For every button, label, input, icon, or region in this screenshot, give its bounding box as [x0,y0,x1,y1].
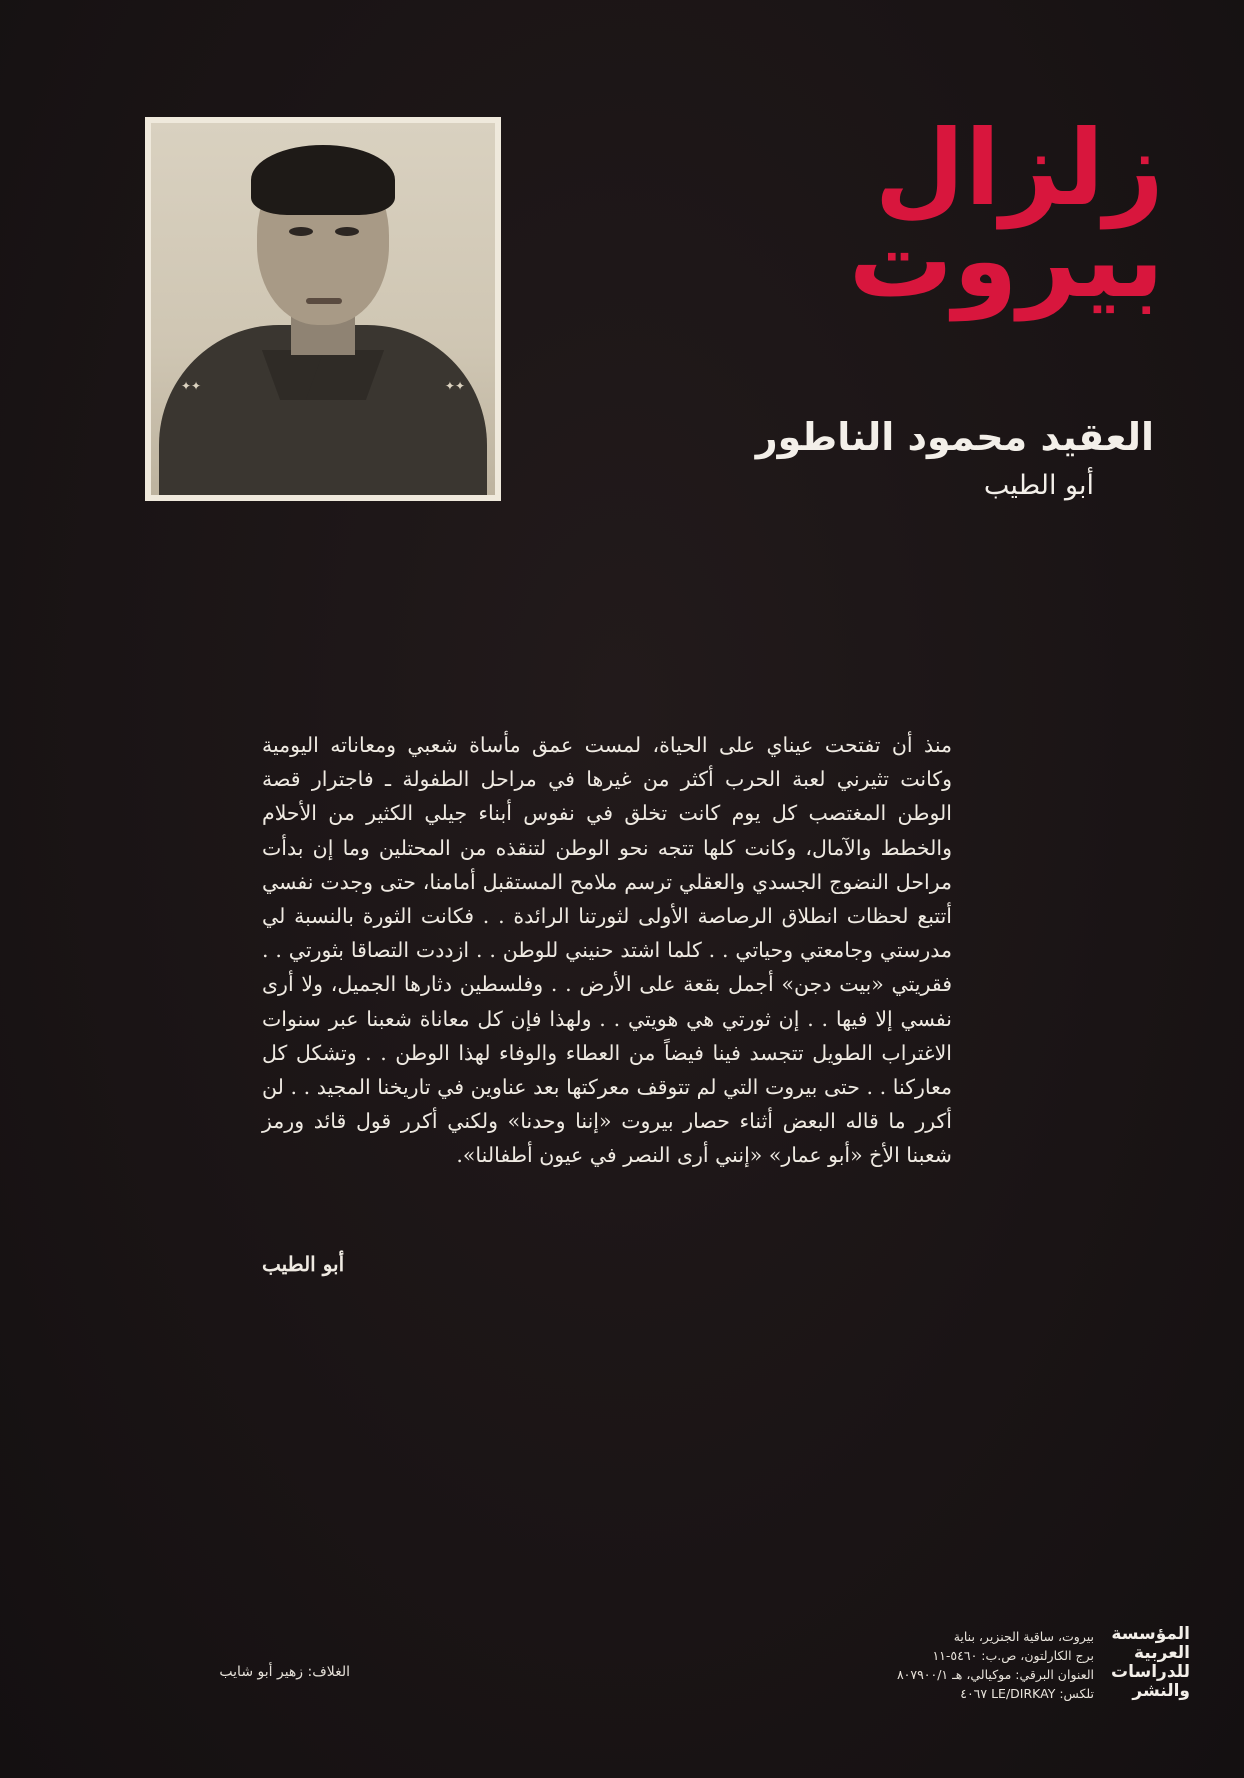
address-line: العنوان البرقي: موكيالي، هـ ٨٠٧٩٠٠/١ [896,1667,1094,1682]
book-title-line-1: زلزال [874,107,1164,229]
publisher-name-line: المؤسسة [1111,1624,1190,1644]
address-line: بيروت، ساقية الجنزير، بناية [953,1629,1094,1644]
book-title-line-2: بيروت [848,199,1164,321]
portrait-mouth [306,298,342,304]
portrait-hair [251,145,395,215]
portrait-eye-right [335,227,359,236]
blurb-signature: أبو الطيب [262,1252,345,1276]
publisher-name-line: للدراسات [1111,1662,1190,1682]
address-line: تلكس: LE/DIRKAY ٤٠٦٧ [960,1686,1094,1701]
address-line: برج الكارلتون، ص.ب: ٥٤٦٠-١١ [932,1648,1094,1663]
publisher-address [834,1627,1094,1703]
rank-insignia-left-icon: ✦✦ [181,379,202,393]
publisher-name-line: العربية [1133,1643,1190,1663]
author-name: العقيد محمود الناطور [755,415,1154,459]
author-photo [145,117,501,501]
author-portrait-image [151,123,495,495]
rank-insignia-right-icon: ✦✦ [444,379,465,393]
portrait-eye-left [289,227,313,236]
cover-design-credit: الغلاف: زهير أبو شايب [219,1664,350,1680]
publisher-name-line: والنشر [1132,1681,1190,1701]
blurb-paragraph: منذ أن تفتحت عيناي على الحياة، لمست عمق مأساة شعبي ومعاناته اليومية وكانت تثيرني لعبة الحرب أكثر من غيرها في مراحل الطفولة ـ فاجترار قصة الوطن المغتصب كل يوم كانت تخلق في نفوس أبناء جيلي الكثير من الأحلام والخطط والآمال، وكانت كلها تتجه نحو الوطن لتنقذه من المحتلين وما إن بدأت مراحل النضوج الجسدي والعقلي ترسم ملامح المستقبل أمامنا، حتى وجدت نفسي أتتبع لحظات انطلاق الرصاصة الأولى لثورتنا الرائدة . . فكانت الثورة بالنسبة لي مدرستي وجامعتي وحياتي . . كلما اشتد حنيني للوطن . . ازددت التصاقا بثورتي . . فقريتي «بيت دجن» أجمل بقعة على الأرض . . وفلسطين دثارها الجميل، ولا أرى نفسي إلا فيها . . إن ثورتي هي هويتي . . ولهذا فإن كل معاناة شعبنا عبر سنوات الاغتراب الطويل تتجسد فينا فيضاً من العطاء والوفاء لهذا الوطن . . وتشكل كل معاركنا . . حتى بيروت التي لم تتوقف معركتها بعد عناوين في تاريخنا المجيد . . لن أكرر ما قاله البعض أثناء حصار بيروت «إننا وحدنا» ولكني أكرر قول قائد ورمز شعبنا الأخ «أبو عمار» «إنني أرى النصر في عيون أطفالنا». [262,733,952,1168]
author-alias: أبو الطيب [983,470,1094,501]
publisher-name [1100,1625,1190,1701]
